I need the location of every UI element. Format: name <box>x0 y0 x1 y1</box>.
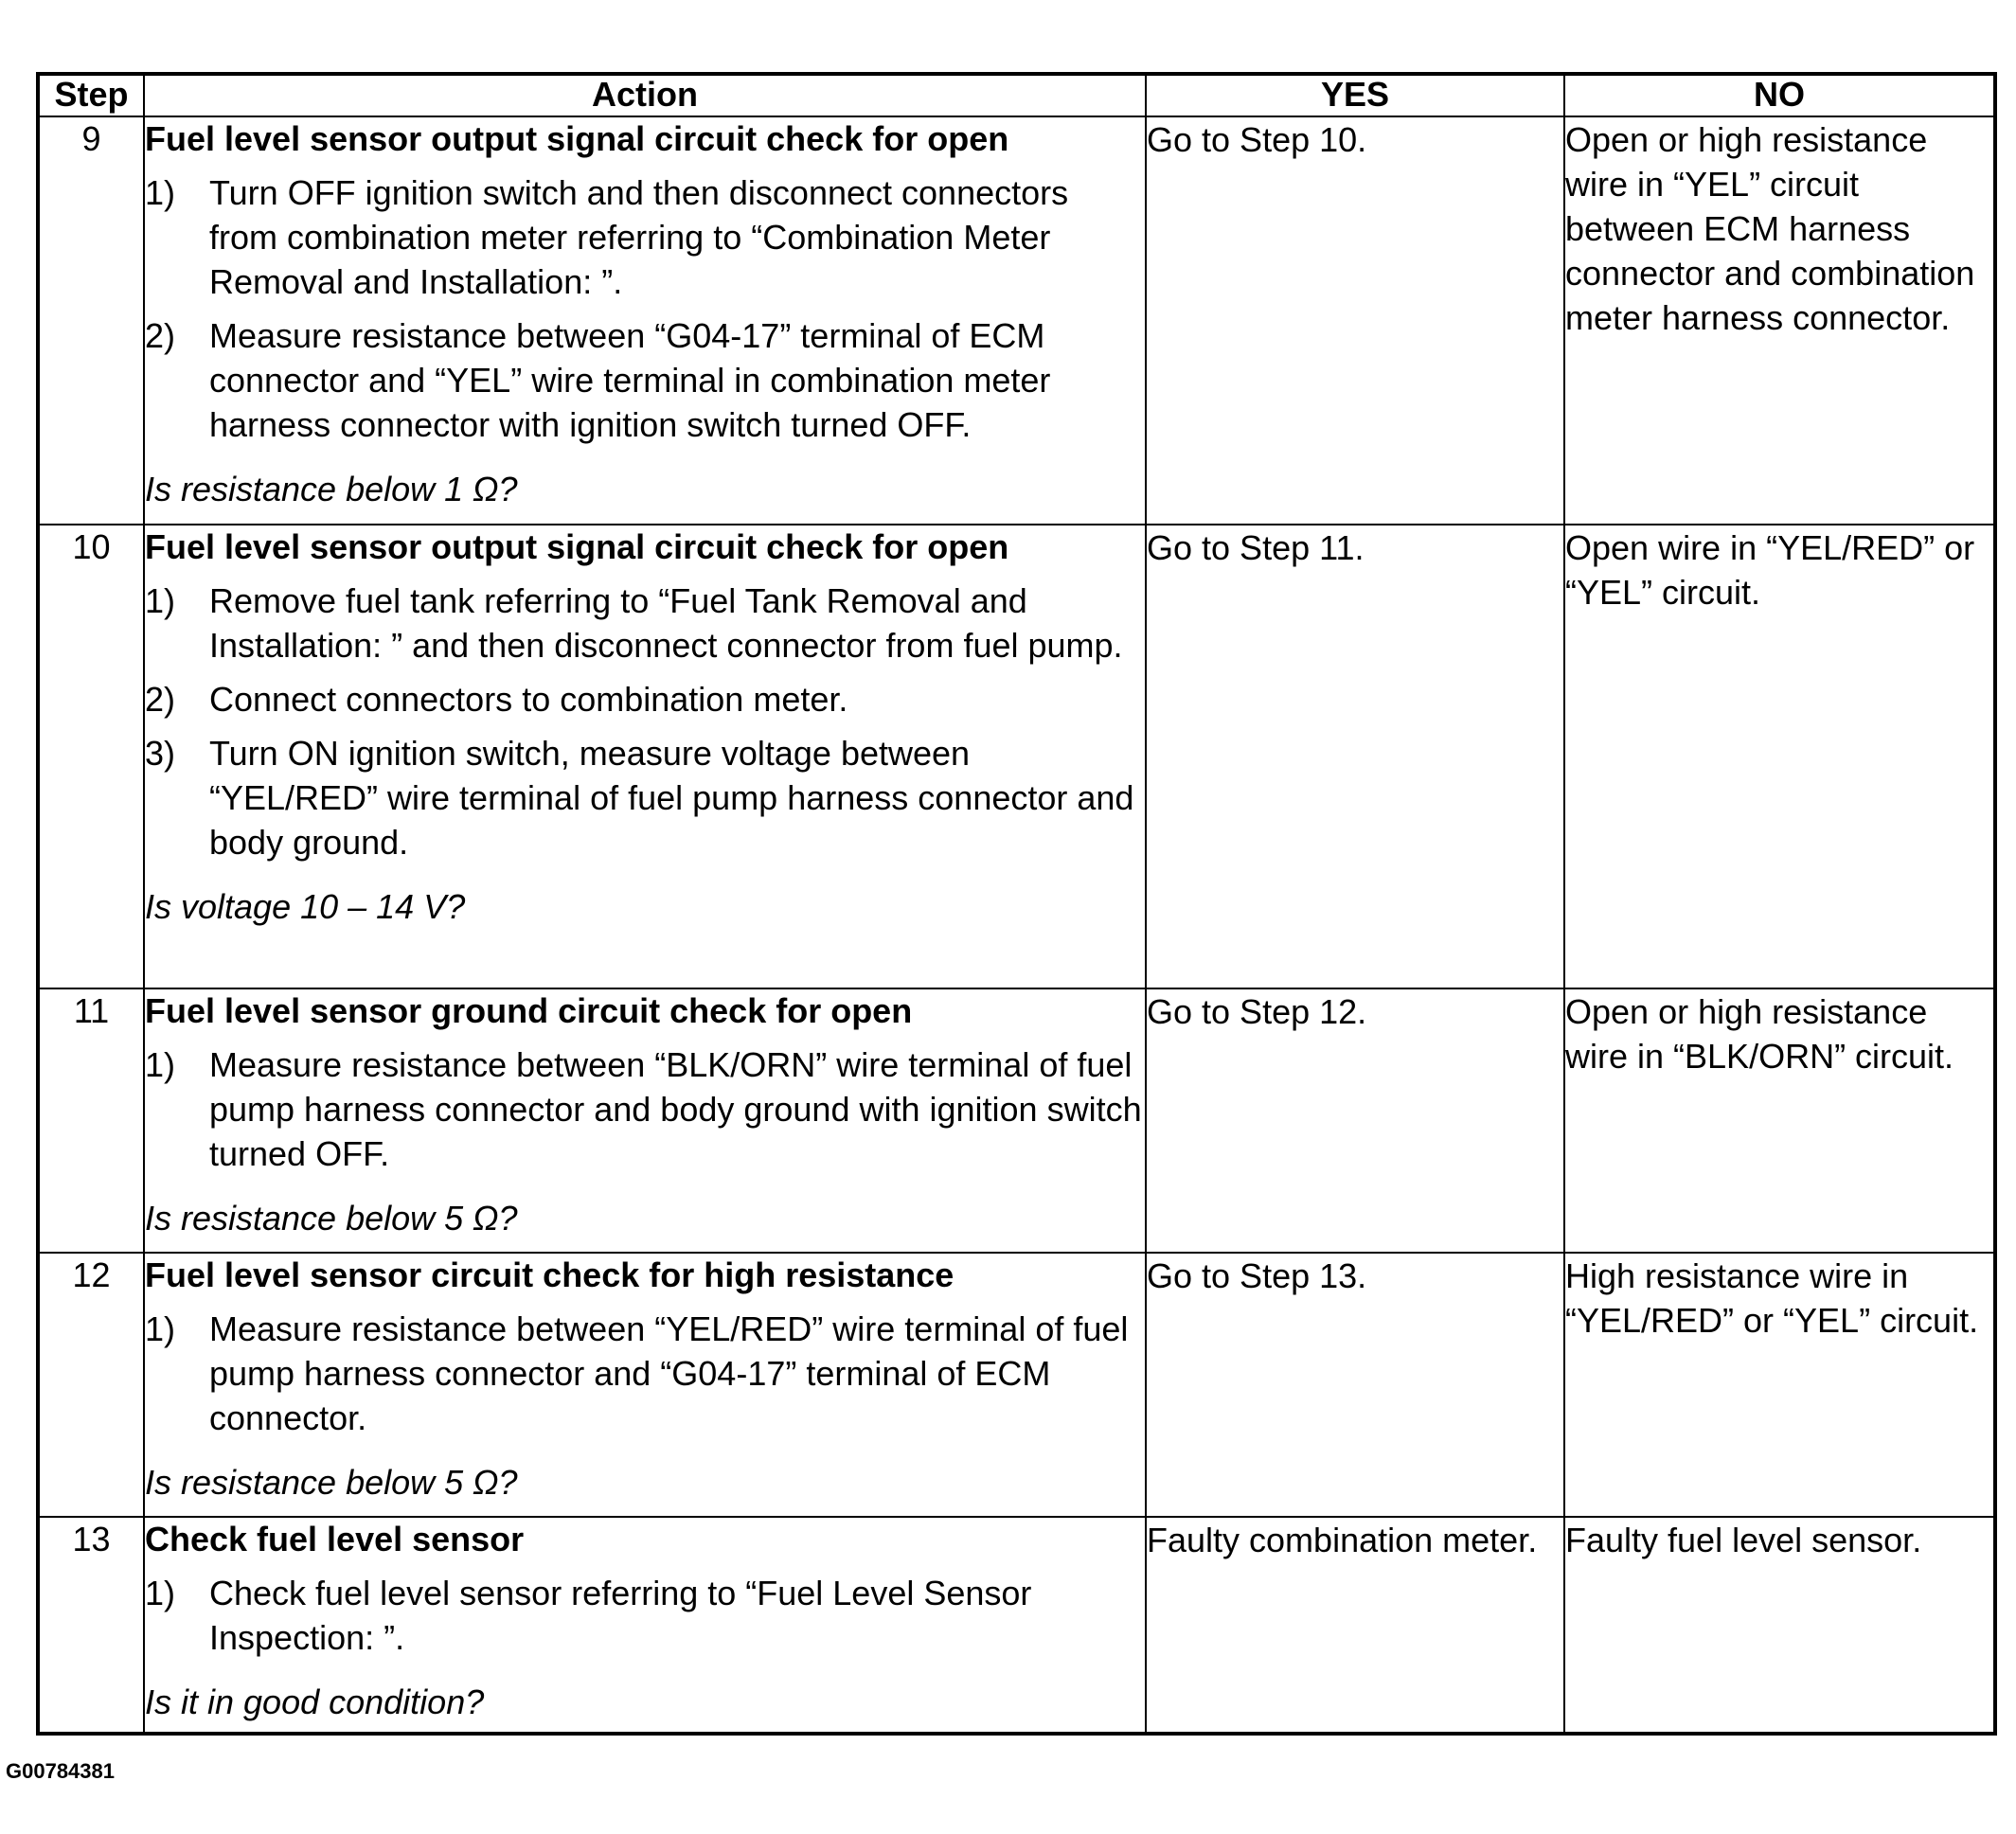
list-item <box>145 170 1145 304</box>
action-cell <box>144 1517 1146 1734</box>
list-item <box>145 731 1145 864</box>
no-result: High resistance wire in “YEL/RED” or “YEL” circuit. <box>1564 1253 1995 1517</box>
header-action: Action <box>144 74 1146 116</box>
action-cell <box>144 525 1146 988</box>
yes-result: Go to Step 12. <box>1146 988 1564 1253</box>
table-row <box>38 1253 1995 1517</box>
action-cell <box>144 1253 1146 1517</box>
list-item <box>145 313 1145 447</box>
check-title: Fuel level sensor circuit check for high resistance <box>145 1255 954 1294</box>
no-result: Open or high resistance wire in “BLK/ORN” circuit. <box>1564 988 1995 1253</box>
item-text: Turn OFF ignition switch and then disconnect connectors from combination meter referring to “Combination Meter Removal and Installation: ”. <box>209 173 1069 301</box>
item-text: Connect connectors to combination meter. <box>209 680 848 719</box>
check-title: Check fuel level sensor <box>145 1520 525 1558</box>
step-number: 9 <box>38 116 144 525</box>
item-number: 1) <box>145 1045 176 1084</box>
list-item <box>145 677 1145 721</box>
action-list <box>145 170 1145 447</box>
item-text: Measure resistance between “G04-17” terminal of ECM connector and “YEL” wire terminal in combination meter harness connector with ignition switch turned OFF. <box>209 316 1051 444</box>
action-cell <box>144 988 1146 1253</box>
list-item <box>145 1307 1145 1440</box>
check-question: Is resistance below 5 Ω? <box>145 1199 518 1238</box>
no-result: Faulty fuel level sensor. <box>1564 1517 1995 1734</box>
yes-result: Go to Step 10. <box>1146 116 1564 525</box>
list-item <box>145 579 1145 668</box>
item-text: Measure resistance between “YEL/RED” wire terminal of fuel pump harness connector and “G04-17” terminal of ECM connector. <box>209 1309 1129 1437</box>
table-row <box>38 1517 1995 1734</box>
action-list <box>145 1042 1145 1176</box>
list-item <box>145 1042 1145 1176</box>
item-text: Turn ON ignition switch, measure voltage between “YEL/RED” wire terminal of fuel pump harness connector and body ground. <box>209 734 1134 862</box>
action-list <box>145 1571 1145 1660</box>
table-row <box>38 116 1995 525</box>
header-step: Step <box>38 74 144 116</box>
item-number: 1) <box>145 581 176 620</box>
list-item <box>145 1571 1145 1660</box>
item-number: 1) <box>145 173 176 212</box>
table-row <box>38 988 1995 1253</box>
step-number: 10 <box>38 525 144 988</box>
header-yes: YES <box>1146 74 1564 116</box>
document-id: G00784381 <box>6 1759 115 1783</box>
check-title: Fuel level sensor ground circuit check for open <box>145 991 913 1030</box>
check-question: Is voltage 10 – 14 V? <box>145 887 466 926</box>
header-no: NO <box>1564 74 1995 116</box>
no-result: Open or high resistance wire in “YEL” circuit between ECM harness connector and combination meter harness connector. <box>1564 116 1995 525</box>
item-text: Measure resistance between “BLK/ORN” wire terminal of fuel pump harness connector and body ground with ignition switch turned OFF. <box>209 1045 1142 1173</box>
item-number: 2) <box>145 680 176 719</box>
diagnostic-table <box>36 72 1997 1736</box>
check-question: Is resistance below 1 Ω? <box>145 470 518 508</box>
item-number: 3) <box>145 734 176 773</box>
step-number: 12 <box>38 1253 144 1517</box>
check-question: Is it in good condition? <box>145 1683 485 1721</box>
check-title: Fuel level sensor output signal circuit check for open <box>145 527 1009 566</box>
action-list <box>145 1307 1145 1440</box>
item-text: Remove fuel tank referring to “Fuel Tank Removal and Installation: ” and then disconnect connector from fuel pump. <box>209 581 1123 665</box>
item-number: 1) <box>145 1309 176 1348</box>
item-number: 2) <box>145 316 176 355</box>
yes-result: Go to Step 13. <box>1146 1253 1564 1517</box>
no-result: Open wire in “YEL/RED” or “YEL” circuit. <box>1564 525 1995 988</box>
yes-result: Faulty combination meter. <box>1146 1517 1564 1734</box>
step-number: 11 <box>38 988 144 1253</box>
yes-result: Go to Step 11. <box>1146 525 1564 988</box>
check-title: Fuel level sensor output signal circuit check for open <box>145 119 1009 158</box>
step-number: 13 <box>38 1517 144 1734</box>
header-row <box>38 74 1995 116</box>
item-number: 1) <box>145 1574 176 1612</box>
action-list <box>145 579 1145 864</box>
table-row <box>38 525 1995 988</box>
check-question: Is resistance below 5 Ω? <box>145 1463 518 1502</box>
action-cell <box>144 116 1146 525</box>
item-text: Check fuel level sensor referring to “Fuel Level Sensor Inspection: ”. <box>209 1574 1032 1657</box>
